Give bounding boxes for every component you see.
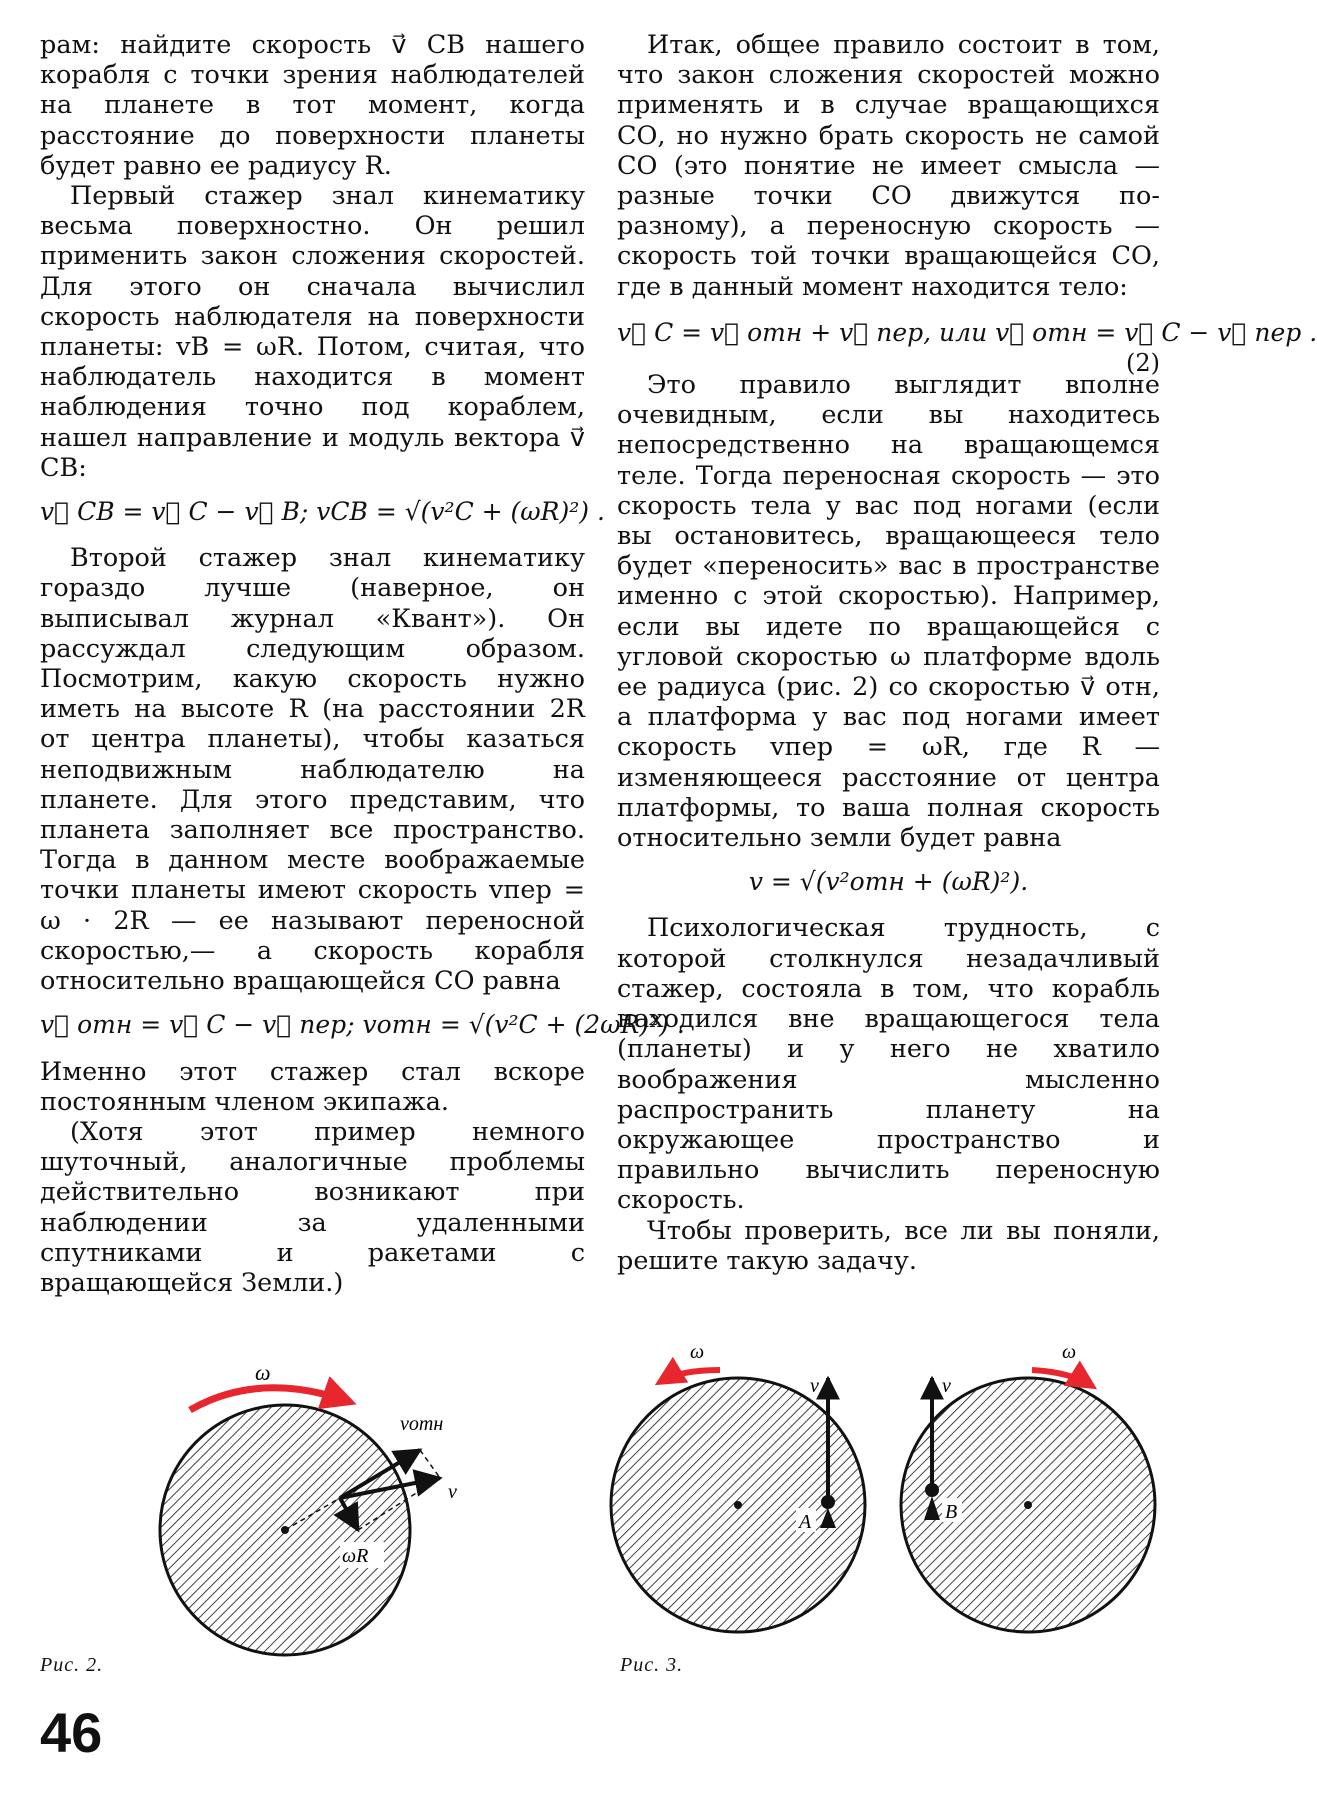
omega-label: ω bbox=[255, 1360, 271, 1385]
observer-b-head bbox=[925, 1483, 939, 1497]
center-dot-right bbox=[1024, 1501, 1032, 1509]
label-b: B bbox=[945, 1501, 958, 1523]
paragraph: Психологическая трудность, с которой столкнулся незадачливый стажер, состояла в том, что корабль находился вне вращающегося тела (планеты) и у него не хватило воображения мысленно распространить планету на окружающее пространство и правильно вычислить переносную скорость. bbox=[617, 913, 1160, 1216]
right-column bbox=[617, 30, 1317, 1276]
paragraph: (Хотя этот пример немного шуточный, аналогичные проблемы действительно возникают при наблюдении за удаленными спутниками и ракетами с вращающейся Земли.) bbox=[40, 1116, 585, 1298]
v-label-left: v bbox=[810, 1375, 819, 1397]
paragraph: рам: найдите скорость v⃗ CB нашего корабля с точки зрения наблюдателей на планете в тот момент, когда расстояние до поверхности планеты будет равно ее радиусу R. bbox=[40, 30, 585, 181]
figure-2 bbox=[130, 1330, 470, 1670]
omega-label-right: ω bbox=[1062, 1341, 1077, 1363]
observer-a-head bbox=[821, 1495, 835, 1509]
paragraph: Это правило выглядит вполне очевидным, если вы находитесь непосредственно на вращающемся теле. Тогда переносная скорость — это скорость тела у вас под ногами (если вы остановитесь, вращающееся тело будет «переносить» вас в пространстве именно с этой скоростью). Например, если вы идете по вращающейся с угловой скоростью ω платформе вдоль ее радиуса (рис. 2) со скоростью v⃗ отн, а платформа у вас под ногами имеет скорость vпер = ωR, где R — изменяющееся расстояние от центра платформы, то ваша полная скорость относительно земли будет равна bbox=[617, 370, 1160, 854]
left-column bbox=[40, 30, 685, 1298]
omega-r-label: ωR bbox=[342, 1545, 369, 1567]
formula: v⃗ C = v⃗ отн + v⃗ пер, или v⃗ отн = v⃗ C − v⃗ пер . bbox=[617, 317, 1317, 347]
paragraph: Чтобы проверить, все ли вы поняли, решите такую задачу. bbox=[617, 1215, 1160, 1276]
label-a: A bbox=[799, 1511, 812, 1533]
parallelogram-edge bbox=[420, 1450, 440, 1478]
figure-3 bbox=[600, 1330, 1180, 1660]
paragraph: Второй стажер знал кинематику гораздо лучше (наверное, он выписывал журнал «Квант»). Он рассуждал следующим образом. Посмотрим, какую скорость нужно иметь на высоте R (на расстоянии 2R от центра планеты), чтобы казаться неподвижным наблюдателю на планете. Для этого представим, что планета заполняет все пространство. Тогда в данном месте воображаемые точки планеты имеют скорость vпер = ω · 2R — ее называют переносной скоростью,— а скорость корабля относительно вращающейся СО равна bbox=[40, 543, 585, 997]
page-number: 46 bbox=[40, 1701, 103, 1764]
formula: v = √(v²отн + (ωR)²). bbox=[748, 867, 1029, 897]
formula-block bbox=[617, 317, 1317, 377]
formula: v⃗ отн = v⃗ C − v⃗ пер; vотн = √(v²C + (2ωR)²) . bbox=[40, 1010, 685, 1040]
formula: v⃗ CB = v⃗ C − v⃗ B; vCB = √(v²C + (ωR)²) . bbox=[40, 497, 605, 527]
equation-number: (2) bbox=[1126, 348, 1160, 377]
figure-3-caption: Рис. 3. bbox=[620, 1654, 684, 1676]
paragraph: Именно этот стажер стал вскоре постоянным членом экипажа. bbox=[40, 1056, 585, 1117]
paragraph: Итак, общее правило состоит в том, что закон сложения скоростей можно применять и в случае вращающихся СО, но нужно брать скорость не самой СО (это понятие не имеет смысла — разные точки СО движутся по-разному), а переносную скорость — скорость той точки вращающейся СО, где в данный момент находится тело: bbox=[617, 30, 1160, 302]
center-dot-left bbox=[734, 1501, 742, 1509]
v-label-right: v bbox=[942, 1375, 951, 1397]
paragraph: Первый стажер знал кинематику весьма поверхностно. Он решил применить закон сложения скоростей. Для этого он сначала вычислил скорость наблюдателя на поверхности планеты: vB = ωR. Потом, считая, что наблюдатель находится в момент наблюдения точно под кораблем, нашел направление и модуль вектора v⃗ CB: bbox=[40, 181, 585, 483]
omega-label-left: ω bbox=[690, 1341, 705, 1363]
figure-2-caption: Рис. 2. bbox=[40, 1654, 104, 1676]
v-otn-label: vотн bbox=[400, 1413, 444, 1435]
v-label: v bbox=[448, 1481, 457, 1503]
